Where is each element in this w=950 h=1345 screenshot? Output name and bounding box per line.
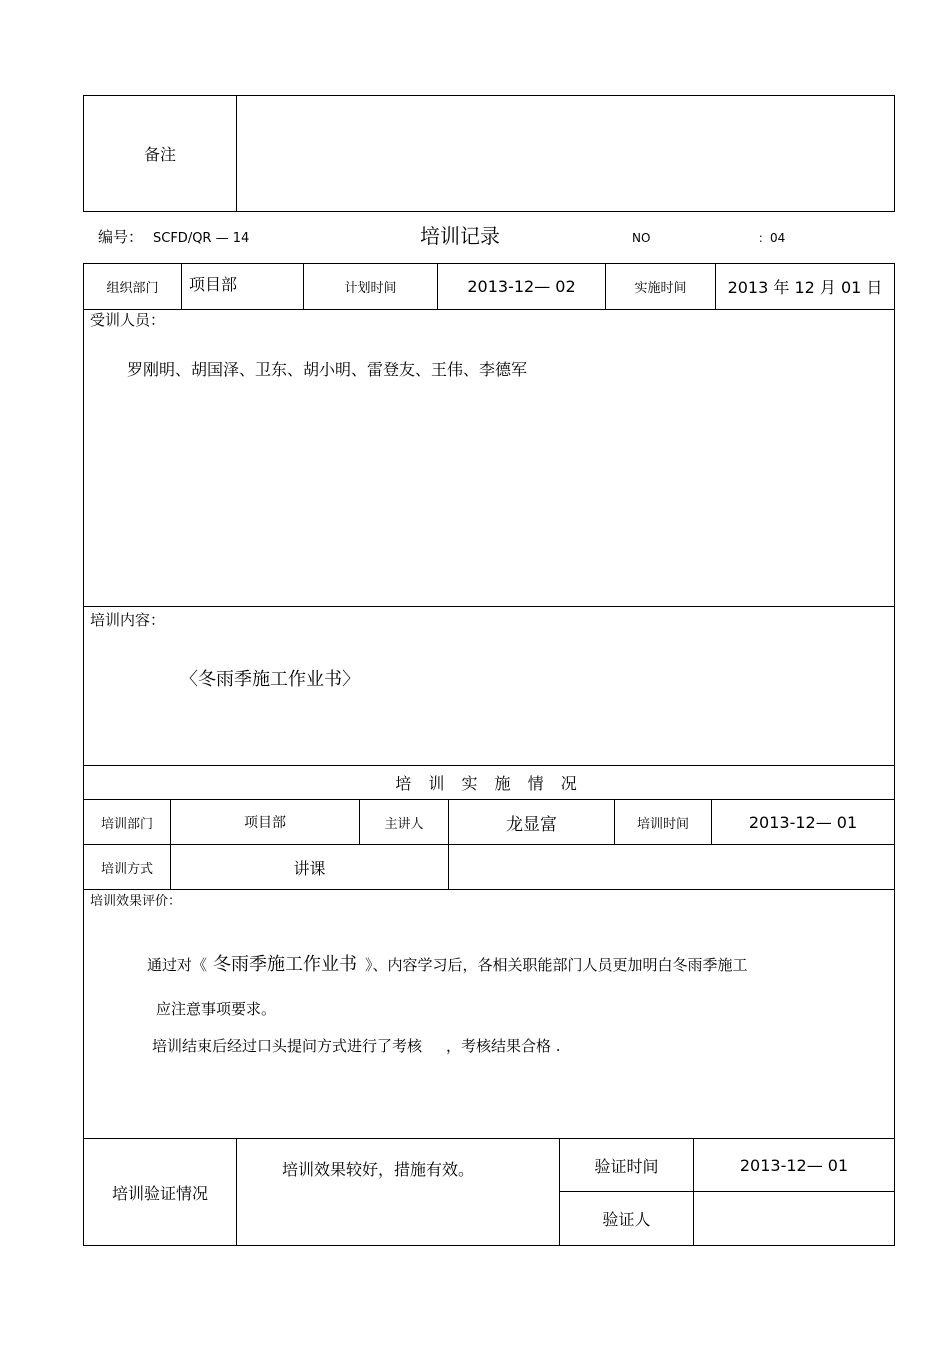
lecturer-label: 主讲人	[384, 816, 424, 832]
training-method-label: 培训方式	[100, 861, 153, 877]
doc-no-value: ：04	[758, 231, 786, 245]
evaluation-line-3-part-1: 培训结束后经过口头提问方式进行了考核	[152, 1037, 423, 1055]
training-method-value: 讲课	[293, 858, 326, 878]
trainees-label: 受训人员：	[90, 311, 166, 329]
verification-time-label: 验证时间	[594, 1156, 659, 1176]
impl-time-label: 实施时间	[634, 281, 687, 296]
training-time-label: 培训时间	[636, 816, 689, 832]
training-method-extra	[449, 845, 894, 889]
evaluation-line-1	[147, 956, 748, 974]
plan-time-label: 计划时间	[344, 281, 397, 296]
section-title: 培 训 实 施 情 况	[395, 774, 583, 793]
plan-time-value: 2013-12— 02	[467, 277, 576, 296]
evaluation-label: 培训效果评价：	[90, 894, 182, 909]
doc-no-label: NO	[632, 231, 651, 245]
evaluation-line-3	[152, 1039, 561, 1054]
verifier-label: 验证人	[602, 1210, 651, 1229]
verification-time-value: 2013-12— 01	[739, 1155, 849, 1175]
training-time-value: 2013-12— 01	[748, 812, 858, 832]
org-dept-label: 组织部门	[106, 281, 159, 296]
training-dept-value: 项目部	[244, 815, 286, 831]
content-value: 〈冬雨季施工作业书〉	[180, 669, 360, 690]
evaluation-line-3-part-2: ，考核结果合格 .	[446, 1037, 561, 1055]
page-title: 培训记录	[420, 224, 500, 248]
evaluation-line-1-prefix: 通过对《	[147, 956, 208, 974]
verification-value: 培训效果较好，措施有效。	[282, 1160, 475, 1179]
content-label: 培训内容：	[90, 611, 166, 629]
remarks-value	[237, 96, 894, 211]
training-record-form	[83, 263, 895, 1246]
doc-code-value: SCFD/QR — 14	[153, 231, 250, 246]
evaluation-line-1-suffix: 》、内容学习后，各相关职能部门人员更加明白冬雨季施工	[365, 956, 748, 974]
verifier-value	[694, 1192, 894, 1245]
remarks-label: 备注	[143, 145, 176, 164]
lecturer-value: 龙显富	[506, 814, 557, 835]
org-dept-value: 项目部	[189, 275, 238, 294]
evaluation-line-2: 应注意事项要求。	[156, 1000, 277, 1018]
impl-time-value: 2013 年 12 月 01 日	[727, 278, 883, 297]
verification-label: 培训验证情况	[111, 1183, 208, 1203]
evaluation-book-title: 冬雨季施工作业书	[213, 954, 358, 975]
training-dept-label: 培训部门	[100, 816, 153, 832]
doc-code-label: 编号：	[98, 228, 144, 246]
trainees-names: 罗刚明、胡国泽、卫东、胡小明、雷登友、王伟、李德军	[127, 360, 528, 379]
